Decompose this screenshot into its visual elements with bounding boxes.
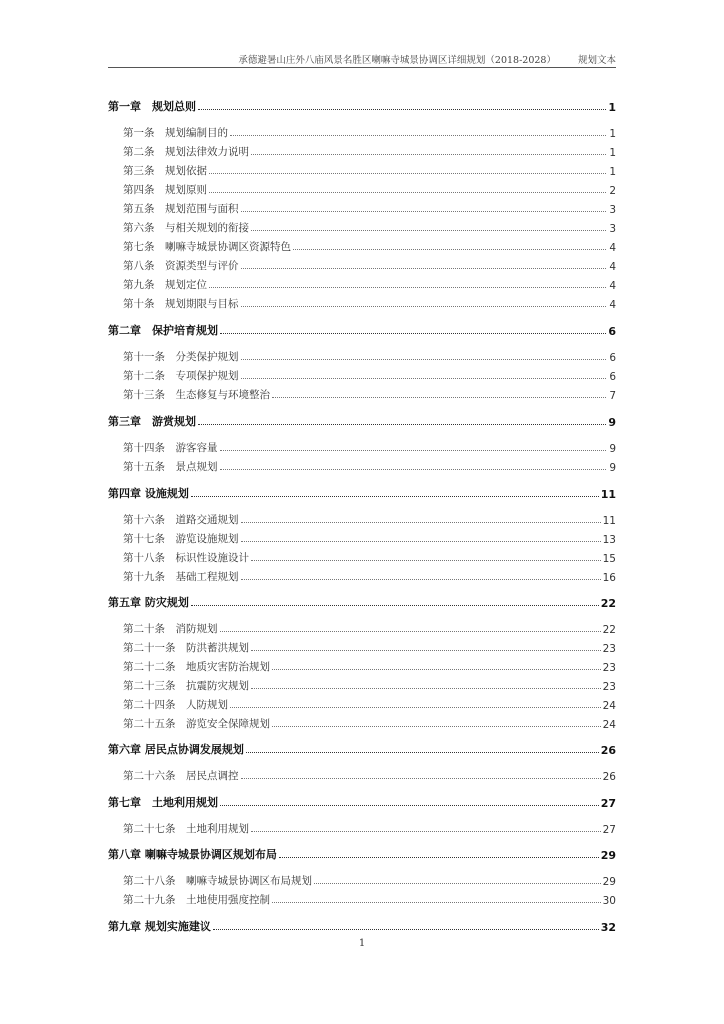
toc-entry-page: 6 [609, 352, 616, 364]
toc-entry-label: 第二十八条 喇嘛寺城景协调区布局规划 [123, 875, 312, 887]
toc-entry-page: 24 [602, 700, 616, 712]
toc-entry-label: 第十七条 游览设施规划 [123, 533, 239, 545]
dot-leader [241, 540, 601, 542]
dot-leader [220, 630, 601, 632]
toc-entry-label: 第九章 规划实施建议 [108, 920, 211, 933]
toc-entry-label: 第二十七条 土地利用规划 [123, 823, 249, 835]
toc-section-entry[interactable] [108, 365, 616, 383]
toc-entry-label: 第二章 保护培育规划 [108, 324, 218, 337]
toc-entry-page: 30 [602, 895, 616, 907]
toc-entry-label: 第十二条 专项保护规划 [123, 370, 239, 382]
toc-chapter-entry[interactable] [108, 96, 616, 114]
dot-leader [241, 521, 601, 523]
toc-section-entry[interactable] [108, 217, 616, 235]
toc-entry-label: 第五条 规划范围与面积 [123, 203, 239, 215]
toc-section-entry[interactable] [108, 765, 616, 783]
toc-entry-page: 7 [609, 390, 616, 402]
toc-entry-page: 26 [600, 744, 616, 757]
dot-leader [246, 751, 599, 753]
toc-chapter-entry[interactable] [108, 320, 616, 338]
toc-entry-page: 3 [609, 204, 616, 216]
dot-leader [272, 668, 601, 670]
toc-section-entry[interactable] [108, 713, 616, 731]
toc-section-entry[interactable] [108, 274, 616, 292]
toc-entry-page: 24 [602, 719, 616, 731]
dot-leader [230, 134, 606, 136]
dot-leader [241, 578, 601, 580]
dot-leader [251, 687, 601, 689]
toc-entry-page: 22 [602, 624, 616, 636]
toc-entry-label: 第十六条 道路交通规划 [123, 514, 239, 526]
toc-entry-page: 3 [609, 223, 616, 235]
toc-section-entry[interactable] [108, 236, 616, 254]
dot-leader [251, 830, 601, 832]
toc-entry-page: 27 [602, 824, 616, 836]
toc-entry-label: 第十八条 标识性设施设计 [123, 552, 249, 564]
toc-section-entry[interactable] [108, 198, 616, 216]
header-doc-type: 规划文本 [577, 55, 616, 66]
toc-chapter-entry[interactable] [108, 483, 616, 501]
dot-leader [293, 248, 606, 250]
dot-leader [314, 882, 601, 884]
header-rule [108, 67, 616, 68]
dot-leader [272, 725, 601, 727]
dot-leader [241, 358, 607, 360]
toc-entry-page: 4 [609, 280, 616, 292]
toc-section-entry[interactable] [108, 179, 616, 197]
toc-entry-page: 26 [602, 771, 616, 783]
toc-entry-page: 1 [609, 128, 616, 140]
dot-leader [251, 649, 601, 651]
toc-entry-label: 第一条 规划编制目的 [123, 127, 228, 139]
toc-entry-page: 6 [608, 325, 616, 338]
toc-entry-label: 第二十三条 抗震防灾规划 [123, 680, 249, 692]
toc-section-entry[interactable] [108, 437, 616, 455]
dot-leader [230, 706, 601, 708]
toc-section-entry[interactable] [108, 255, 616, 273]
toc-section-entry[interactable] [108, 818, 616, 836]
dot-leader [279, 856, 599, 858]
toc-entry-label: 第三章 游赏规划 [108, 415, 196, 428]
toc-entry-label: 第五章 防灾规划 [108, 596, 189, 609]
dot-leader [241, 777, 601, 779]
toc-section-entry[interactable] [108, 346, 616, 364]
toc-section-entry[interactable] [108, 456, 616, 474]
toc-entry-label: 第一章 规划总则 [108, 100, 196, 113]
dot-leader [241, 210, 607, 212]
toc-entry-label: 第二十二条 地质灾害防治规划 [123, 661, 270, 673]
toc-entry-page: 11 [600, 488, 616, 501]
toc-entry-label: 第十九条 基础工程规划 [123, 571, 239, 583]
toc-entry-label: 第八条 资源类型与评价 [123, 260, 239, 272]
toc-entry-label: 第二十六条 居民点调控 [123, 770, 239, 782]
toc-entry-label: 第二条 规划法律效力说明 [123, 146, 249, 158]
toc-entry-label: 第七条 喇嘛寺城景协调区资源特色 [123, 241, 291, 253]
toc-section-entry[interactable] [108, 675, 616, 693]
toc-entry-page: 4 [609, 299, 616, 311]
toc-section-entry[interactable] [108, 384, 616, 402]
toc-entry-page: 32 [600, 921, 616, 934]
toc-section-entry[interactable] [108, 122, 616, 140]
toc-entry-label: 第十四条 游客容量 [123, 442, 218, 454]
toc-section-entry[interactable] [108, 528, 616, 546]
toc-entry-page: 4 [609, 261, 616, 273]
toc-chapter-entry[interactable] [108, 844, 616, 862]
toc-entry-page: 11 [602, 515, 616, 527]
toc-entry-label: 第四条 规划原则 [123, 184, 207, 196]
toc-entry-page: 4 [609, 242, 616, 254]
toc-entry-label: 第十五条 景点规划 [123, 461, 218, 473]
dot-leader [220, 804, 599, 806]
dot-leader [198, 423, 606, 425]
toc-chapter-entry[interactable] [108, 739, 616, 757]
dot-leader [198, 108, 606, 110]
toc-entry-label: 第七章 土地利用规划 [108, 796, 218, 809]
toc-entry-label: 第六条 与相关规划的衔接 [123, 222, 249, 234]
toc-entry-label: 第二十九条 土地使用强度控制 [123, 894, 270, 906]
toc-section-entry[interactable] [108, 870, 616, 888]
toc-chapter-entry[interactable] [108, 592, 616, 610]
toc-entry-label: 第十条 规划期限与目标 [123, 298, 239, 310]
toc-entry-label: 第四章 设施规划 [108, 487, 189, 500]
toc-entry-page: 2 [609, 185, 616, 197]
toc-entry-page: 6 [609, 371, 616, 383]
toc-section-entry[interactable] [108, 637, 616, 655]
toc-entry-page: 27 [600, 797, 616, 810]
toc-entry-page: 15 [602, 553, 616, 565]
toc-entry-label: 第二十四条 人防规划 [123, 699, 228, 711]
toc-section-entry[interactable] [108, 694, 616, 712]
toc-chapter-entry[interactable] [108, 792, 616, 810]
toc-section-entry[interactable] [108, 141, 616, 159]
dot-leader [241, 305, 607, 307]
toc-entry-label: 第八章 喇嘛寺城景协调区规划布局 [108, 848, 277, 861]
dot-leader [251, 559, 601, 561]
toc-entry-page: 9 [609, 462, 616, 474]
toc-entry-label: 第十三条 生态修复与环境整治 [123, 389, 270, 401]
dot-leader [191, 604, 599, 606]
toc-entry-page: 29 [600, 849, 616, 862]
toc-chapter-entry[interactable] [108, 411, 616, 429]
toc-chapter-entry[interactable] [108, 916, 616, 934]
toc-section-entry[interactable] [108, 889, 616, 907]
toc-entry-page: 23 [602, 662, 616, 674]
dot-leader [209, 191, 606, 193]
running-header [108, 52, 616, 68]
dot-leader [241, 377, 607, 379]
toc-section-entry[interactable] [108, 509, 616, 527]
toc-entry-page: 22 [600, 597, 616, 610]
dot-leader [209, 172, 606, 174]
dot-leader [191, 495, 599, 497]
dot-leader [272, 396, 606, 398]
toc-entry-label: 第二十五条 游览安全保障规划 [123, 718, 270, 730]
toc-entry-page: 16 [602, 572, 616, 584]
toc-section-entry[interactable] [108, 566, 616, 584]
dot-leader [272, 901, 601, 903]
dot-leader [220, 449, 607, 451]
toc-entry-label: 第九条 规划定位 [123, 279, 207, 291]
header-title: 承德避暑山庄外八庙风景名胜区喇嘛寺城景协调区详细规划（2018-2028） [238, 55, 556, 66]
toc-section-entry[interactable] [108, 547, 616, 565]
toc-entry-label: 第二十一条 防洪蓄洪规划 [123, 642, 249, 654]
toc-entry-label: 第二十条 消防规划 [123, 623, 218, 635]
dot-leader [251, 153, 606, 155]
toc-section-entry[interactable] [108, 656, 616, 674]
toc-section-entry[interactable] [108, 618, 616, 636]
toc-section-entry[interactable] [108, 293, 616, 311]
page-number: 1 [358, 938, 366, 949]
toc-entry-page: 1 [609, 166, 616, 178]
toc-entry-page: 9 [609, 443, 616, 455]
toc-entry-label: 第三条 规划依据 [123, 165, 207, 177]
toc-entry-page: 29 [602, 876, 616, 888]
toc-entry-page: 1 [608, 101, 616, 114]
toc-entry-page: 1 [609, 147, 616, 159]
dot-leader [220, 468, 607, 470]
dot-leader [251, 229, 606, 231]
dot-leader [220, 332, 606, 334]
toc-section-entry[interactable] [108, 160, 616, 178]
toc-entry-page: 23 [602, 643, 616, 655]
toc-entry-page: 9 [608, 416, 616, 429]
dot-leader [209, 286, 606, 288]
toc-entry-page: 13 [602, 534, 616, 546]
toc-entry-label: 第十一条 分类保护规划 [123, 351, 239, 363]
dot-leader [213, 928, 599, 930]
toc-entry-label: 第六章 居民点协调发展规划 [108, 743, 244, 756]
dot-leader [241, 267, 607, 269]
toc-entry-page: 23 [602, 681, 616, 693]
